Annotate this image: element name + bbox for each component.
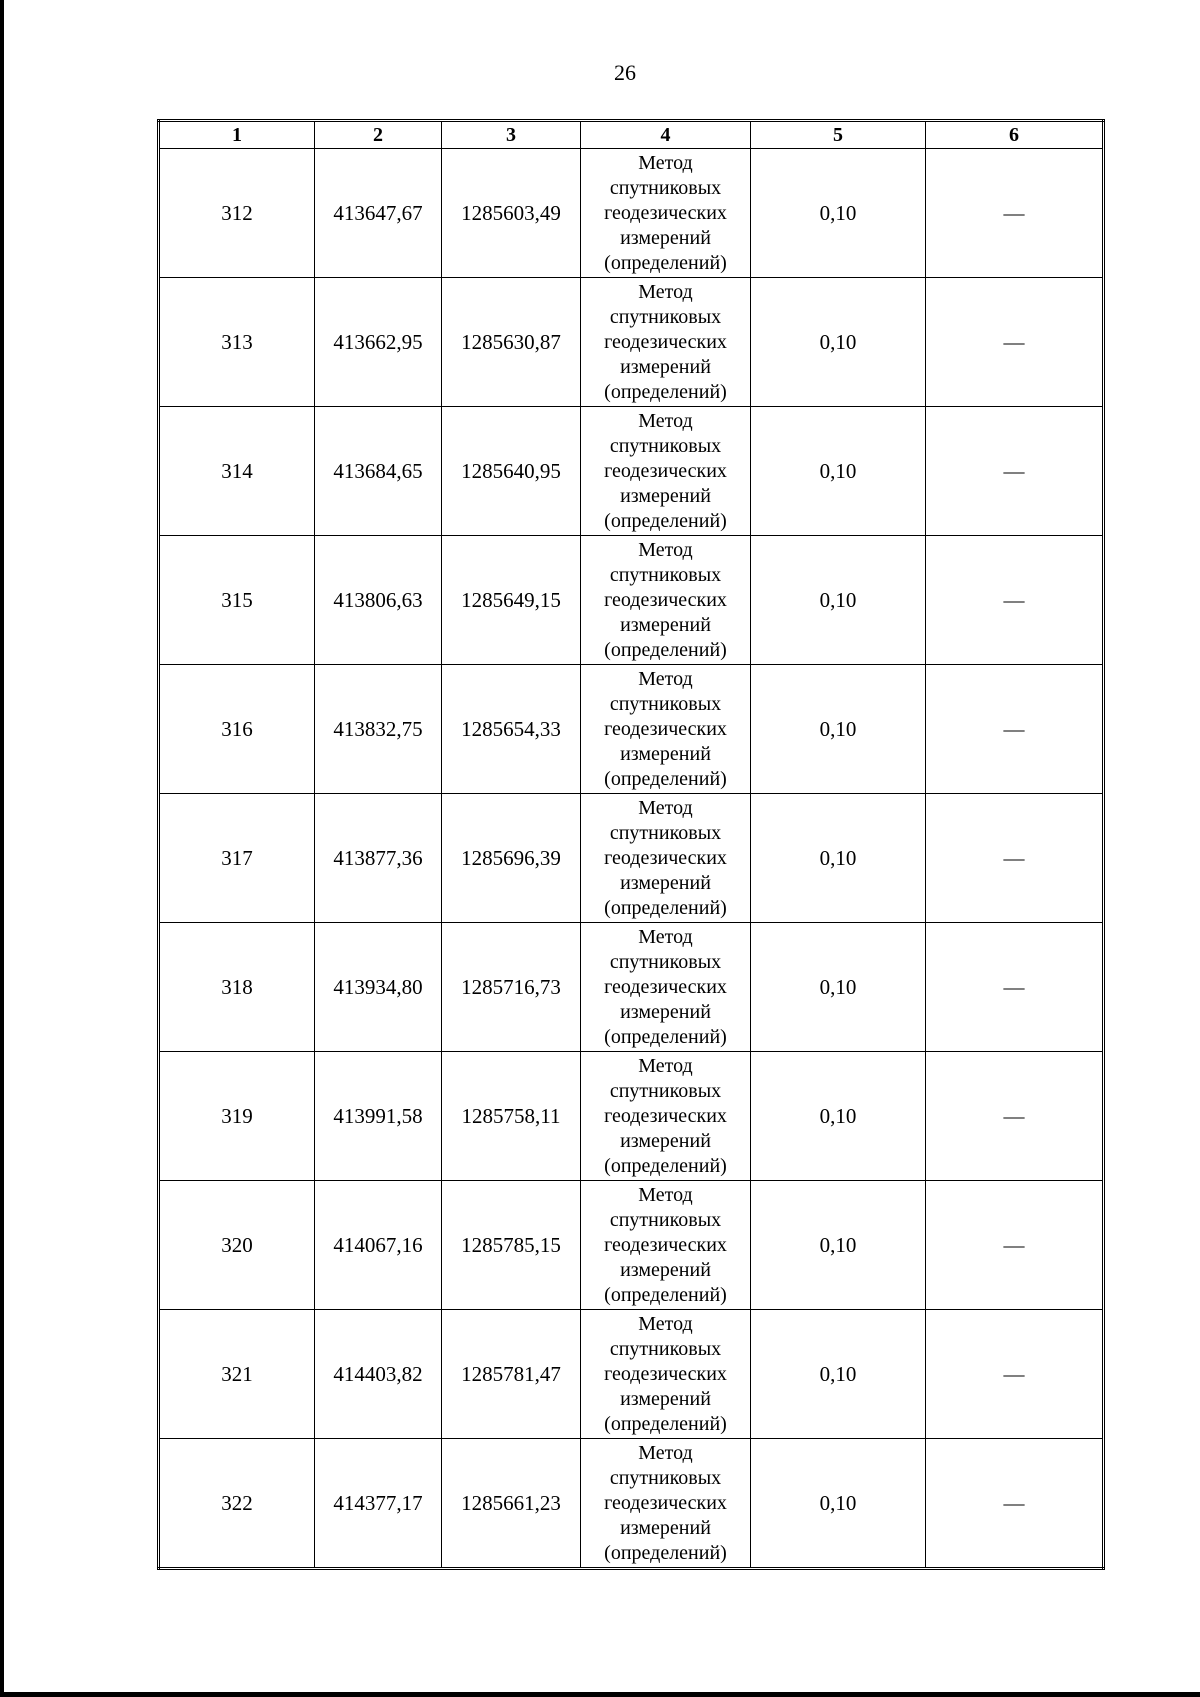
method-cell <box>581 665 751 794</box>
x-coordinate-cell: 413934,80 <box>315 923 442 1052</box>
method-line: Метод <box>638 667 693 690</box>
table-row <box>159 923 1104 1052</box>
method-line: геодезических <box>604 459 727 482</box>
method-line: (определений) <box>604 380 727 403</box>
table-row <box>159 794 1104 923</box>
method-line: геодезических <box>604 588 727 611</box>
header-col-5: 5 <box>751 121 926 149</box>
method-line: (определений) <box>604 1154 727 1177</box>
method-line: спутниковых <box>609 821 722 844</box>
method-line: (определений) <box>604 1541 727 1564</box>
method-line: геодезических <box>604 1233 727 1256</box>
note-cell: — <box>926 1052 1104 1181</box>
method-line: измерений <box>620 871 711 894</box>
method-line: измерений <box>620 1000 711 1023</box>
method-line: спутниковых <box>609 1337 722 1360</box>
method-line: (определений) <box>604 1025 727 1048</box>
accuracy-cell: 0,10 <box>751 149 926 278</box>
y-coordinate-cell: 1285654,33 <box>442 665 581 794</box>
method-cell <box>581 1310 751 1439</box>
table-row <box>159 1310 1104 1439</box>
method-line: измерений <box>620 1258 711 1281</box>
method-line: (определений) <box>604 638 727 661</box>
table-header-row <box>159 121 1104 149</box>
method-line: спутниковых <box>609 176 722 199</box>
accuracy-cell: 0,10 <box>751 1310 926 1439</box>
method-line: измерений <box>620 742 711 765</box>
method-line: Метод <box>638 151 693 174</box>
accuracy-cell: 0,10 <box>751 665 926 794</box>
method-line: геодезических <box>604 717 727 740</box>
method-cell <box>581 278 751 407</box>
method-line: Метод <box>638 1183 693 1206</box>
note-cell: — <box>926 149 1104 278</box>
accuracy-cell: 0,10 <box>751 278 926 407</box>
table-row <box>159 1181 1104 1310</box>
note-cell: — <box>926 665 1104 794</box>
point-number-cell: 320 <box>159 1181 315 1310</box>
x-coordinate-cell: 413806,63 <box>315 536 442 665</box>
method-line: (определений) <box>604 251 727 274</box>
method-line: спутниковых <box>609 305 722 328</box>
method-line: Метод <box>638 796 693 819</box>
x-coordinate-cell: 414067,16 <box>315 1181 442 1310</box>
accuracy-cell: 0,10 <box>751 794 926 923</box>
method-cell <box>581 1052 751 1181</box>
table-row <box>159 1052 1104 1181</box>
method-line: спутниковых <box>609 692 722 715</box>
table-row <box>159 407 1104 536</box>
header-col-1: 1 <box>159 121 315 149</box>
header-col-3: 3 <box>442 121 581 149</box>
method-line: спутниковых <box>609 1208 722 1231</box>
x-coordinate-cell: 413877,36 <box>315 794 442 923</box>
point-number-cell: 314 <box>159 407 315 536</box>
method-cell <box>581 149 751 278</box>
method-line: спутниковых <box>609 434 722 457</box>
method-line: измерений <box>620 1516 711 1539</box>
method-line: (определений) <box>604 1283 727 1306</box>
method-line: геодезических <box>604 1362 727 1385</box>
table-row <box>159 1439 1104 1569</box>
table-row <box>159 278 1104 407</box>
header-col-2: 2 <box>315 121 442 149</box>
method-line: геодезических <box>604 846 727 869</box>
accuracy-cell: 0,10 <box>751 1181 926 1310</box>
note-cell: — <box>926 794 1104 923</box>
point-number-cell: 321 <box>159 1310 315 1439</box>
method-cell <box>581 923 751 1052</box>
note-cell: — <box>926 1439 1104 1569</box>
table-row <box>159 149 1104 278</box>
method-cell <box>581 1439 751 1569</box>
accuracy-cell: 0,10 <box>751 923 926 1052</box>
method-line: Метод <box>638 538 693 561</box>
y-coordinate-cell: 1285781,47 <box>442 1310 581 1439</box>
note-cell: — <box>926 923 1104 1052</box>
method-line: геодезических <box>604 975 727 998</box>
table-row <box>159 665 1104 794</box>
point-number-cell: 319 <box>159 1052 315 1181</box>
y-coordinate-cell: 1285758,11 <box>442 1052 581 1181</box>
method-line: геодезических <box>604 1491 727 1514</box>
x-coordinate-cell: 414403,82 <box>315 1310 442 1439</box>
accuracy-cell: 0,10 <box>751 1439 926 1569</box>
note-cell: — <box>926 407 1104 536</box>
page-number: 26 <box>614 60 636 85</box>
point-number-cell: 315 <box>159 536 315 665</box>
method-line: (определений) <box>604 767 727 790</box>
point-number-cell: 313 <box>159 278 315 407</box>
y-coordinate-cell: 1285661,23 <box>442 1439 581 1569</box>
method-line: Метод <box>638 925 693 948</box>
method-line: измерений <box>620 484 711 507</box>
coordinates-table <box>157 119 1105 1570</box>
scan-edge-bottom <box>0 1692 1200 1697</box>
method-line: геодезических <box>604 1104 727 1127</box>
accuracy-cell: 0,10 <box>751 536 926 665</box>
method-line: (определений) <box>604 1412 727 1435</box>
method-cell <box>581 1181 751 1310</box>
method-line: (определений) <box>604 509 727 532</box>
method-line: измерений <box>620 226 711 249</box>
method-line: Метод <box>638 280 693 303</box>
method-line: Метод <box>638 1054 693 1077</box>
header-col-6: 6 <box>926 121 1104 149</box>
y-coordinate-cell: 1285640,95 <box>442 407 581 536</box>
method-line: спутниковых <box>609 1466 722 1489</box>
point-number-cell: 312 <box>159 149 315 278</box>
method-line: геодезических <box>604 201 727 224</box>
table-row <box>159 536 1104 665</box>
note-cell: — <box>926 1181 1104 1310</box>
x-coordinate-cell: 413991,58 <box>315 1052 442 1181</box>
method-line: Метод <box>638 1312 693 1335</box>
method-line: спутниковых <box>609 563 722 586</box>
y-coordinate-cell: 1285716,73 <box>442 923 581 1052</box>
accuracy-cell: 0,10 <box>751 407 926 536</box>
method-line: спутниковых <box>609 950 722 973</box>
accuracy-cell: 0,10 <box>751 1052 926 1181</box>
point-number-cell: 317 <box>159 794 315 923</box>
method-line: измерений <box>620 1129 711 1152</box>
x-coordinate-cell: 414377,17 <box>315 1439 442 1569</box>
y-coordinate-cell: 1285696,39 <box>442 794 581 923</box>
x-coordinate-cell: 413662,95 <box>315 278 442 407</box>
method-line: (определений) <box>604 896 727 919</box>
point-number-cell: 316 <box>159 665 315 794</box>
x-coordinate-cell: 413684,65 <box>315 407 442 536</box>
method-line: измерений <box>620 613 711 636</box>
note-cell: — <box>926 278 1104 407</box>
y-coordinate-cell: 1285603,49 <box>442 149 581 278</box>
method-cell <box>581 536 751 665</box>
y-coordinate-cell: 1285785,15 <box>442 1181 581 1310</box>
method-line: измерений <box>620 355 711 378</box>
x-coordinate-cell: 413647,67 <box>315 149 442 278</box>
y-coordinate-cell: 1285649,15 <box>442 536 581 665</box>
point-number-cell: 322 <box>159 1439 315 1569</box>
note-cell: — <box>926 536 1104 665</box>
method-cell <box>581 794 751 923</box>
header-col-4: 4 <box>581 121 751 149</box>
method-line: Метод <box>638 1441 693 1464</box>
scan-edge-left <box>0 0 4 1697</box>
method-line: геодезических <box>604 330 727 353</box>
method-cell <box>581 407 751 536</box>
point-number-cell: 318 <box>159 923 315 1052</box>
x-coordinate-cell: 413832,75 <box>315 665 442 794</box>
method-line: измерений <box>620 1387 711 1410</box>
method-line: спутниковых <box>609 1079 722 1102</box>
y-coordinate-cell: 1285630,87 <box>442 278 581 407</box>
note-cell: — <box>926 1310 1104 1439</box>
method-line: Метод <box>638 409 693 432</box>
table-body <box>159 149 1104 1569</box>
